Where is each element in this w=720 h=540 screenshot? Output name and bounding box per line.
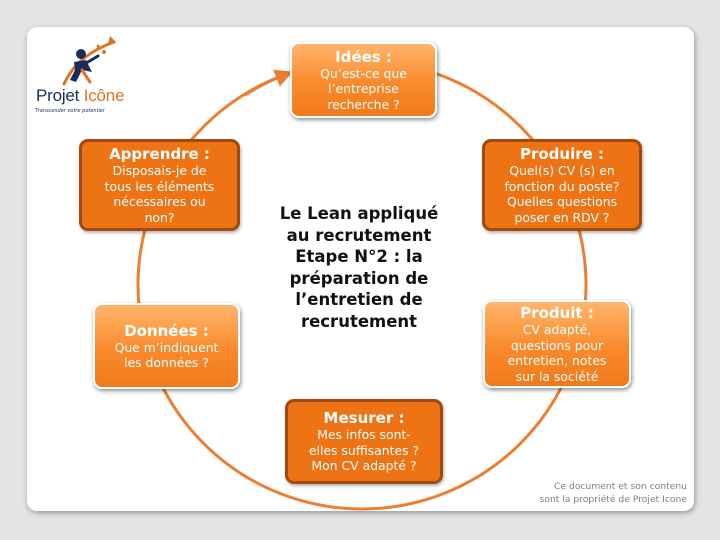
node-text: CV adapté,	[522, 322, 592, 337]
runner-star-logo-icon	[34, 32, 146, 92]
node-title: Idées :	[335, 47, 392, 66]
node-text: Mes infos sont-	[317, 427, 411, 443]
cycle-arrow-icon	[245, 76, 282, 95]
node-text: tous les éléments	[104, 178, 215, 194]
center-title-line: Le Lean appliqué	[279, 204, 439, 223]
node-text: Qu’est-ce que	[320, 65, 407, 81]
node-title: Produit :	[520, 304, 594, 322]
cycle-node-donnees	[93, 303, 240, 389]
copyright-footer	[540, 481, 687, 506]
node-text: Que m’indiquent	[114, 339, 219, 355]
node-text: Disposais-je de	[112, 163, 207, 178]
center-title-line: l’entretien de	[295, 290, 423, 309]
node-text: nécessaires ou	[113, 194, 206, 209]
node-title: Produire :	[519, 145, 605, 163]
node-text: poser en RDV ?	[514, 209, 610, 225]
node-title: Données :	[124, 321, 209, 340]
logo-tagline: Transcender votre potentiel	[35, 108, 105, 114]
node-text: questions pour	[510, 337, 604, 353]
footer-line: sont la propriété de Projet Icone	[539, 493, 687, 505]
node-text: Quel(s) CV (s) en	[509, 163, 615, 178]
center-title	[258, 203, 460, 332]
node-text: fonction du poste?	[504, 178, 620, 194]
center-title-line: préparation de	[289, 268, 429, 288]
node-text: recherche ?	[327, 96, 400, 112]
node-text: Mon CV adapté ?	[311, 458, 417, 474]
node-text: Quelles questions	[506, 194, 618, 209]
center-title-line: Etape N°2 : la	[295, 247, 423, 266]
node-text: elles suffisantes ?	[308, 442, 420, 458]
node-title: Apprendre :	[109, 145, 210, 163]
node-text: l’entreprise	[328, 81, 399, 97]
node-title: Mesurer :	[323, 409, 405, 428]
node-text: entretien, notes	[507, 353, 607, 368]
cycle-node-mesurer	[285, 399, 443, 484]
cycle-node-produit	[483, 300, 631, 388]
node-text: les données ?	[124, 355, 209, 370]
cycle-node-produire	[482, 139, 642, 231]
logo-wordmark: Projet Icône	[36, 86, 125, 105]
footer-line: Ce document et son contenu	[554, 481, 687, 492]
cycle-node-apprendre	[79, 139, 240, 231]
center-title-line: au recrutement	[286, 225, 432, 245]
node-text: sur la société	[515, 368, 599, 384]
node-text: non?	[144, 209, 175, 225]
cycle-node-idees	[290, 42, 437, 118]
center-title-line: recrutement	[300, 311, 418, 331]
